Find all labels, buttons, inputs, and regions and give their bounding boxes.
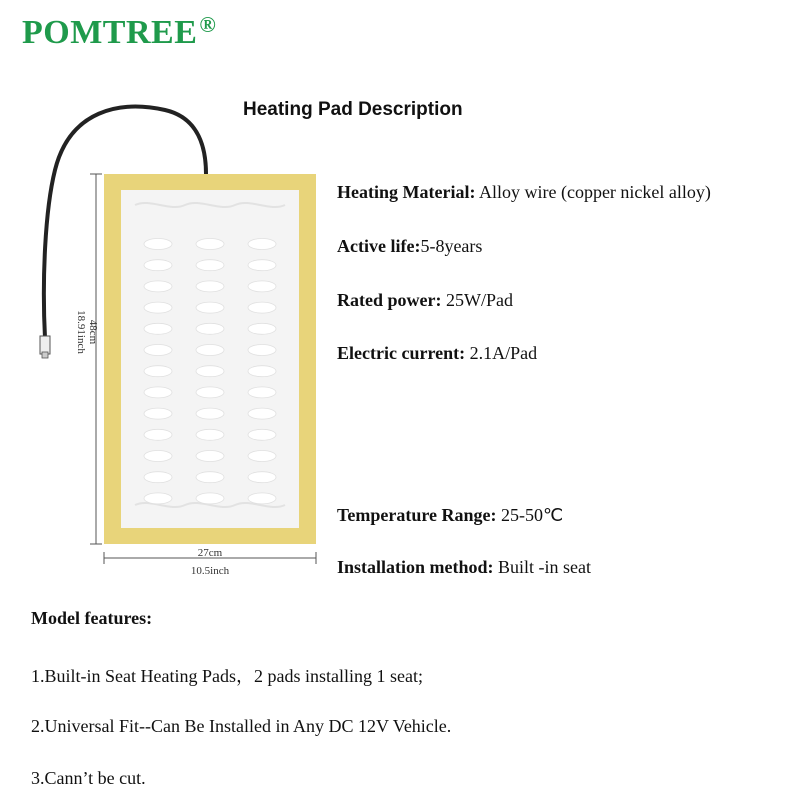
spec-value: Alloy wire (copper nickel alloy) bbox=[475, 182, 711, 202]
vent-hole bbox=[196, 493, 224, 504]
spec-value: 5-8years bbox=[420, 236, 483, 256]
vent-hole bbox=[248, 387, 276, 398]
vent-hole bbox=[144, 323, 172, 334]
vent-hole bbox=[144, 408, 172, 419]
vent-hole bbox=[196, 451, 224, 462]
vent-hole bbox=[248, 281, 276, 292]
vent-hole bbox=[144, 493, 172, 504]
vent-hole bbox=[196, 472, 224, 483]
vent-hole bbox=[196, 281, 224, 292]
spec-installation-method bbox=[337, 557, 591, 578]
connector bbox=[40, 336, 50, 354]
vent-hole bbox=[248, 260, 276, 271]
spec-rated-power bbox=[337, 290, 513, 311]
registered-mark: ® bbox=[199, 12, 217, 37]
vent-hole bbox=[248, 472, 276, 483]
vent-hole bbox=[248, 239, 276, 250]
vent-hole bbox=[248, 429, 276, 440]
feature-item: 3.Cann’t be cut. bbox=[31, 768, 146, 788]
spec-active-life bbox=[337, 236, 482, 257]
vent-hole bbox=[248, 345, 276, 356]
spec-heating-material bbox=[337, 182, 711, 203]
features-title: Model features: bbox=[31, 608, 153, 628]
vent-hole bbox=[144, 366, 172, 377]
height-inch-label: 18.91inch bbox=[75, 310, 87, 354]
brand-name: POMTREE bbox=[22, 14, 198, 51]
spec-label: Electric current: bbox=[337, 343, 466, 363]
spec-electric-current bbox=[337, 343, 537, 364]
vent-hole bbox=[144, 281, 172, 292]
spec-label: Rated power: bbox=[337, 290, 442, 310]
width-inch-label: 10.5inch bbox=[190, 565, 230, 577]
vent-hole bbox=[144, 472, 172, 483]
spec-value: Built -in seat bbox=[493, 557, 592, 577]
vent-hole bbox=[196, 408, 224, 419]
spec-value: 25W/Pad bbox=[441, 290, 513, 310]
vent-hole bbox=[196, 260, 224, 271]
vent-hole bbox=[196, 366, 224, 377]
spec-value: 2.1A/Pad bbox=[465, 343, 538, 363]
vent-hole bbox=[248, 451, 276, 462]
vent-hole bbox=[144, 260, 172, 271]
spec-label: Heating Material: bbox=[337, 182, 476, 202]
vent-hole bbox=[196, 429, 224, 440]
spec-label: Temperature Range: bbox=[337, 505, 497, 525]
vent-hole bbox=[248, 366, 276, 377]
vent-hole bbox=[248, 408, 276, 419]
page-title: Heating Pad Description bbox=[243, 99, 463, 120]
vent-hole bbox=[248, 323, 276, 334]
vent-hole bbox=[196, 387, 224, 398]
vent-hole bbox=[196, 345, 224, 356]
feature-item: 1.Built-in Seat Heating Pads，2 pads installing 1 seat; bbox=[31, 666, 423, 686]
vent-hole bbox=[144, 345, 172, 356]
vent-hole bbox=[196, 302, 224, 313]
spec-temperature-range bbox=[337, 505, 563, 526]
spec-label: Installation method: bbox=[337, 557, 494, 577]
vent-hole bbox=[144, 387, 172, 398]
vent-hole bbox=[248, 493, 276, 504]
width-cm-label: 27cm bbox=[197, 547, 223, 559]
height-cm-label: 48cm bbox=[87, 319, 99, 345]
vent-hole bbox=[144, 451, 172, 462]
spec-label: Active life: bbox=[337, 236, 421, 256]
vent-hole bbox=[144, 302, 172, 313]
spec-value: 25-50℃ bbox=[496, 505, 564, 525]
vent-hole bbox=[196, 239, 224, 250]
vent-hole bbox=[248, 302, 276, 313]
vent-hole bbox=[196, 323, 224, 334]
vent-hole bbox=[144, 429, 172, 440]
vent-hole bbox=[144, 239, 172, 250]
feature-item: 2.Universal Fit--Can Be Installed in Any DC 12V Vehicle. bbox=[31, 716, 452, 736]
